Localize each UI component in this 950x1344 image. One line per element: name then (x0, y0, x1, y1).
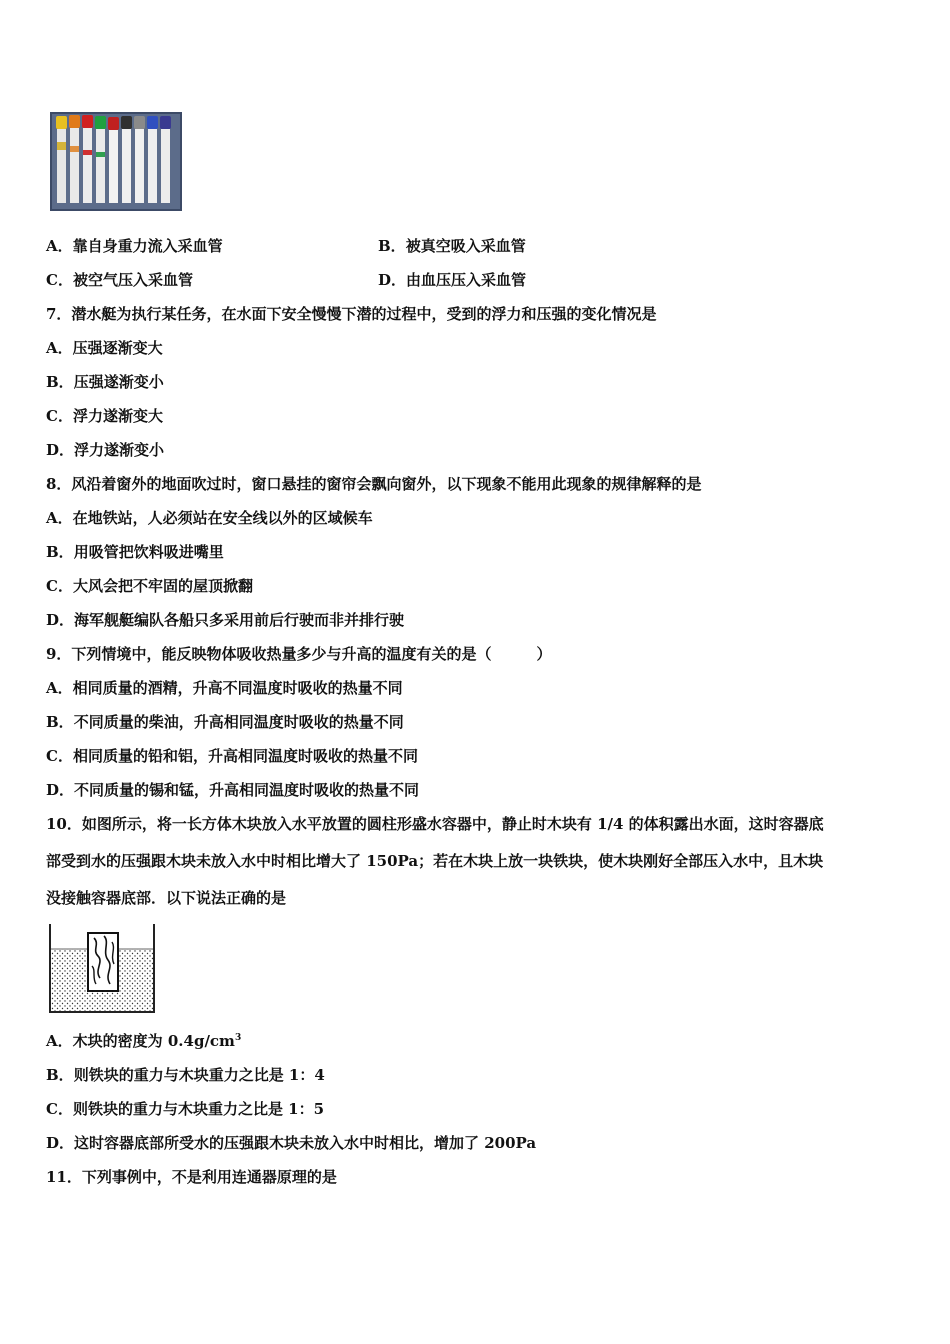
question-11-stem: 11．下列事例中，不是利用连通器原理的是 (46, 1168, 337, 1186)
tube (160, 116, 171, 203)
question-10-stem-line-1: 10．如图所示，将一长方体木块放入水平放置的圆柱形盛水容器中，静止时木块有 1/4 的体积露出水面，这时容器底 (46, 815, 824, 833)
option-7a: A．压强逐渐变大 (46, 339, 163, 357)
option-9b: B．不同质量的柴油，升高相同温度时吸收的热量不同 (46, 713, 404, 731)
tube (56, 116, 67, 203)
option-9c: C．相同质量的铅和铝，升高相同温度时吸收的热量不同 (46, 747, 418, 765)
option-10a: A．木块的密度为 $0.4g/cm^3$ (46, 1032, 242, 1050)
tube (69, 115, 80, 203)
option-9d: D．不同质量的锡和锰，升高相同温度时吸收的热量不同 (46, 781, 420, 799)
option-8b: B．用吸管把饮料吸进嘴里 (46, 543, 224, 561)
option-7d: D．浮力遂渐变小 (46, 441, 165, 459)
tube (108, 117, 119, 203)
tube (82, 115, 93, 203)
option-7b: B．压强遂渐变小 (46, 373, 164, 391)
blood-collection-tubes-image (50, 112, 182, 211)
option-6d: D．由血压压入采血管 (378, 271, 527, 289)
option-7c: C．浮力遂渐变大 (46, 407, 163, 425)
option-10c: C．则铁块的重力与木块重力之比是 1：5 (46, 1100, 325, 1118)
option-6a: A．靠自身重力流入采血管 (46, 237, 223, 255)
question-10-stem-line-2: 部受到水的压强跟木块未放入水中时相比增大了 150Pa；若在木块上放一块铁块，使木块刚好全部压入水中，且木块 (46, 852, 824, 870)
water-container-with-wood-block-diagram (46, 922, 158, 1016)
option-8d: D．海军舰艇编队各船只多采用前后行驶而非并排行驶 (46, 611, 405, 629)
option-9a: A．相同质量的酒精，升高不同温度时吸收的热量不同 (46, 679, 403, 697)
tube (134, 116, 145, 203)
option-10d: D．这时容器底部所受水的压强跟木块未放入水中时相比，增加了 200Pa (46, 1134, 537, 1152)
question-9-stem: 9．下列情境中，能反映物体吸收热量多少与升高的温度有关的是（ ） (46, 645, 552, 663)
tube (121, 116, 132, 203)
tube (147, 116, 158, 203)
tube (95, 116, 106, 203)
wood-block (88, 933, 118, 991)
option-6c: C．被空气压入采血管 (46, 271, 193, 289)
question-8-stem: 8．风沿着窗外的地面吹过时，窗口悬挂的窗帘会飘向窗外，以下现象不能用此现象的规律解释的是 (46, 475, 702, 493)
question-7-stem: 7．潜水艇为执行某任务，在水面下安全慢慢下潜的过程中，受到的浮力和压强的变化情况是 (46, 305, 657, 323)
option-8a: A．在地铁站，人必须站在安全线以外的区域候车 (46, 509, 373, 527)
option-8c: C．大风会把不牢固的屋顶掀翻 (46, 577, 253, 595)
question-10-stem-line-3: 没接触容器底部．以下说法正确的是 (46, 889, 287, 907)
option-6b: B．被真空吸入采血管 (378, 237, 526, 255)
option-10b: B．则铁块的重力与木块重力之比是 1：4 (46, 1066, 325, 1084)
